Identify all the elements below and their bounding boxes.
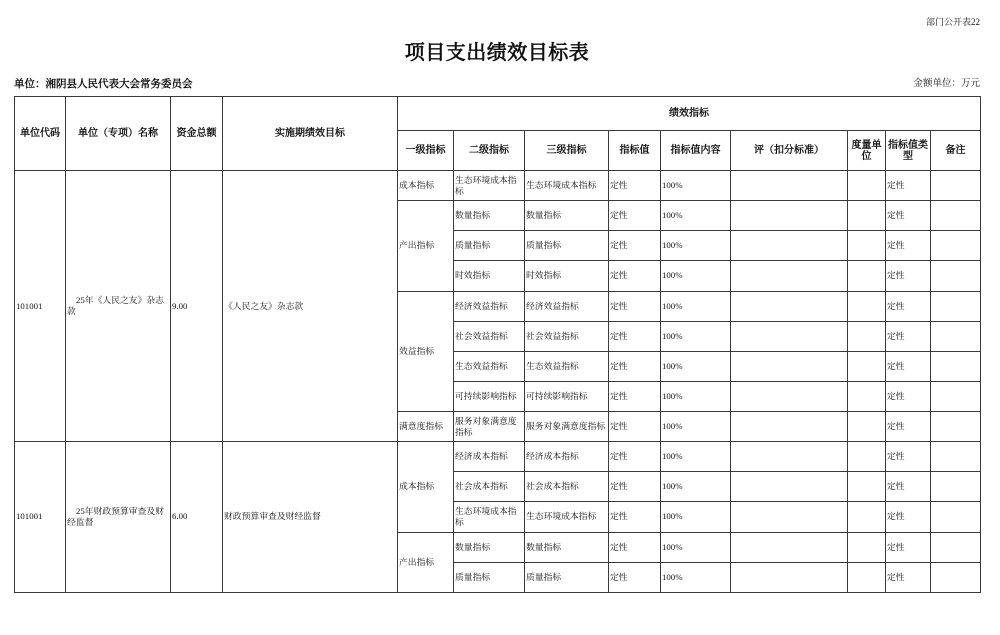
- remarks-cell: [931, 321, 981, 351]
- table-row: [15, 442, 981, 472]
- value-content-cell: 100%: [661, 171, 731, 201]
- level1-cell: 成本指标: [398, 442, 454, 532]
- indicator-value-cell: 定性: [609, 502, 661, 532]
- level3-cell: 生态效益指标: [525, 351, 609, 381]
- value-content-cell: 100%: [661, 532, 731, 562]
- value-type-cell: 定性: [886, 412, 931, 442]
- header-level3: 三级指标: [525, 131, 609, 171]
- total-funds-cell: 6.00: [171, 442, 223, 593]
- header-remarks: 备注: [931, 131, 981, 171]
- indicator-value-cell: 定性: [609, 171, 661, 201]
- value-content-cell: 100%: [661, 502, 731, 532]
- remarks-cell: [931, 351, 981, 381]
- level3-cell: 社会效益指标: [525, 321, 609, 351]
- remarks-cell: [931, 442, 981, 472]
- header-level2: 二级指标: [454, 131, 525, 171]
- indicator-value-cell: 定性: [609, 201, 661, 231]
- level2-cell: 时效指标: [454, 261, 525, 291]
- unit-code-cell: 101001: [15, 442, 66, 593]
- header-level1: 一级指标: [398, 131, 454, 171]
- level3-cell: 时效指标: [525, 261, 609, 291]
- measure-unit-cell: [848, 351, 886, 381]
- level2-cell: 质量指标: [454, 562, 525, 592]
- value-content-cell: 100%: [661, 381, 731, 411]
- remarks-cell: [931, 562, 981, 592]
- header-measure-unit: 度量单位: [848, 131, 886, 171]
- indicator-table-body: [15, 171, 981, 593]
- level1-cell: 产出指标: [398, 532, 454, 592]
- value-content-cell: 100%: [661, 231, 731, 261]
- remarks-cell: [931, 532, 981, 562]
- level2-cell: 生态效益指标: [454, 351, 525, 381]
- value-content-cell: 100%: [661, 201, 731, 231]
- header-value-type: 指标值类型: [886, 131, 931, 171]
- measure-unit-cell: [848, 201, 886, 231]
- indicator-value-cell: 定性: [609, 412, 661, 442]
- value-type-cell: 定性: [886, 351, 931, 381]
- indicator-value-cell: 定性: [609, 261, 661, 291]
- performance-goal-cell: 财政预算审查及财经监督: [223, 442, 398, 593]
- header-unit-code: 单位代码: [15, 97, 66, 171]
- level1-cell: 产出指标: [398, 201, 454, 291]
- value-content-cell: 100%: [661, 261, 731, 291]
- unit-label: 单位：湘阴县人民代表大会常务委员会: [14, 78, 193, 90]
- remarks-cell: [931, 502, 981, 532]
- level3-cell: 经济效益指标: [525, 291, 609, 321]
- level2-cell: 社会成本指标: [454, 472, 525, 502]
- measure-unit-cell: [848, 532, 886, 562]
- value-type-cell: 定性: [886, 381, 931, 411]
- measure-unit-cell: [848, 502, 886, 532]
- remarks-cell: [931, 231, 981, 261]
- scoring-cell: [731, 201, 848, 231]
- header-performance-goal: 实施期绩效目标: [223, 97, 398, 171]
- measure-unit-cell: [848, 562, 886, 592]
- header-value-content: 指标值内容: [661, 131, 731, 171]
- scoring-cell: [731, 291, 848, 321]
- performance-goal-cell: 《人民之友》杂志款: [223, 171, 398, 442]
- level2-cell: 社会效益指标: [454, 321, 525, 351]
- level1-cell: 效益指标: [398, 291, 454, 412]
- value-type-cell: 定性: [886, 442, 931, 472]
- header-performance-indicators: 绩效指标: [398, 97, 981, 131]
- indicator-value-cell: 定性: [609, 231, 661, 261]
- measure-unit-cell: [848, 321, 886, 351]
- level1-cell: 成本指标: [398, 171, 454, 201]
- level3-cell: 服务对象满意度指标: [525, 412, 609, 442]
- level1-cell: 满意度指标: [398, 412, 454, 442]
- remarks-cell: [931, 261, 981, 291]
- value-content-cell: 100%: [661, 472, 731, 502]
- scoring-cell: [731, 351, 848, 381]
- level3-cell: 经济成本指标: [525, 442, 609, 472]
- remarks-cell: [931, 381, 981, 411]
- measure-unit-cell: [848, 412, 886, 442]
- header-unit-name: 单位（专项）名称: [66, 97, 171, 171]
- scoring-cell: [731, 442, 848, 472]
- value-content-cell: 100%: [661, 442, 731, 472]
- level2-cell: 可持续影响指标: [454, 381, 525, 411]
- remarks-cell: [931, 291, 981, 321]
- header-scoring: 评（扣分标准）: [731, 131, 848, 171]
- scoring-cell: [731, 231, 848, 261]
- level3-cell: 质量指标: [525, 231, 609, 261]
- level2-cell: 生态环境成本指标: [454, 171, 525, 201]
- level2-cell: 质量指标: [454, 231, 525, 261]
- scoring-cell: [731, 412, 848, 442]
- level3-cell: 数量指标: [525, 532, 609, 562]
- value-type-cell: 定性: [886, 171, 931, 201]
- value-content-cell: 100%: [661, 562, 731, 592]
- level3-cell: 可持续影响指标: [525, 381, 609, 411]
- indicator-value-cell: 定性: [609, 472, 661, 502]
- table-row: [15, 171, 981, 201]
- scoring-cell: [731, 381, 848, 411]
- level2-cell: 经济成本指标: [454, 442, 525, 472]
- value-type-cell: 定性: [886, 291, 931, 321]
- measure-unit-cell: [848, 291, 886, 321]
- value-type-cell: 定性: [886, 321, 931, 351]
- indicator-value-cell: 定性: [609, 321, 661, 351]
- level3-cell: 生态环境成本指标: [525, 171, 609, 201]
- scoring-cell: [731, 502, 848, 532]
- scoring-cell: [731, 472, 848, 502]
- indicator-value-cell: 定性: [609, 291, 661, 321]
- remarks-cell: [931, 201, 981, 231]
- measure-unit-cell: [848, 231, 886, 261]
- value-content-cell: 100%: [661, 412, 731, 442]
- level3-cell: 质量指标: [525, 562, 609, 592]
- total-funds-cell: 9.00: [171, 171, 223, 442]
- value-type-cell: 定性: [886, 261, 931, 291]
- indicator-value-cell: 定性: [609, 532, 661, 562]
- indicator-value-cell: 定性: [609, 381, 661, 411]
- level2-cell: 经济效益指标: [454, 291, 525, 321]
- value-content-cell: 100%: [661, 321, 731, 351]
- unit-code-cell: 101001: [15, 171, 66, 442]
- header-indicator-value: 指标值: [609, 131, 661, 171]
- measure-unit-cell: [848, 442, 886, 472]
- indicator-value-cell: 定性: [609, 351, 661, 381]
- scoring-cell: [731, 171, 848, 201]
- value-content-cell: 100%: [661, 291, 731, 321]
- level2-cell: 生态环境成本指标: [454, 502, 525, 532]
- table-header: [15, 97, 981, 171]
- level2-cell: 数量指标: [454, 532, 525, 562]
- measure-unit-cell: [848, 472, 886, 502]
- scoring-cell: [731, 321, 848, 351]
- value-type-cell: 定性: [886, 562, 931, 592]
- page-title: 项目支出绩效目标表: [404, 40, 590, 64]
- header-row-top: [15, 97, 981, 131]
- scoring-cell: [731, 532, 848, 562]
- level3-cell: 数量指标: [525, 201, 609, 231]
- project-name-cell: 25年《人民之友》杂志款: [66, 171, 171, 442]
- value-type-cell: 定性: [886, 532, 931, 562]
- scoring-cell: [731, 562, 848, 592]
- level3-cell: 生态环境成本指标: [525, 502, 609, 532]
- scoring-cell: [731, 261, 848, 291]
- form-code: 部门公开表22: [925, 17, 980, 27]
- value-type-cell: 定性: [886, 201, 931, 231]
- level2-cell: 服务对象满意度指标: [454, 412, 525, 442]
- measure-unit-cell: [848, 381, 886, 411]
- measure-unit-cell: [848, 171, 886, 201]
- amount-unit-label: 金额单位：万元: [913, 79, 980, 89]
- remarks-cell: [931, 472, 981, 502]
- value-type-cell: 定性: [886, 231, 931, 261]
- performance-target-table: [14, 96, 981, 593]
- value-type-cell: 定性: [886, 472, 931, 502]
- indicator-value-cell: 定性: [609, 562, 661, 592]
- value-type-cell: 定性: [886, 502, 931, 532]
- indicator-value-cell: 定性: [609, 442, 661, 472]
- level2-cell: 数量指标: [454, 201, 525, 231]
- level3-cell: 社会成本指标: [525, 472, 609, 502]
- remarks-cell: [931, 171, 981, 201]
- project-name-cell: 25年财政预算审查及财经监督: [66, 442, 171, 593]
- remarks-cell: [931, 412, 981, 442]
- header-total-funds: 资金总额: [171, 97, 223, 171]
- measure-unit-cell: [848, 261, 886, 291]
- value-content-cell: 100%: [661, 351, 731, 381]
